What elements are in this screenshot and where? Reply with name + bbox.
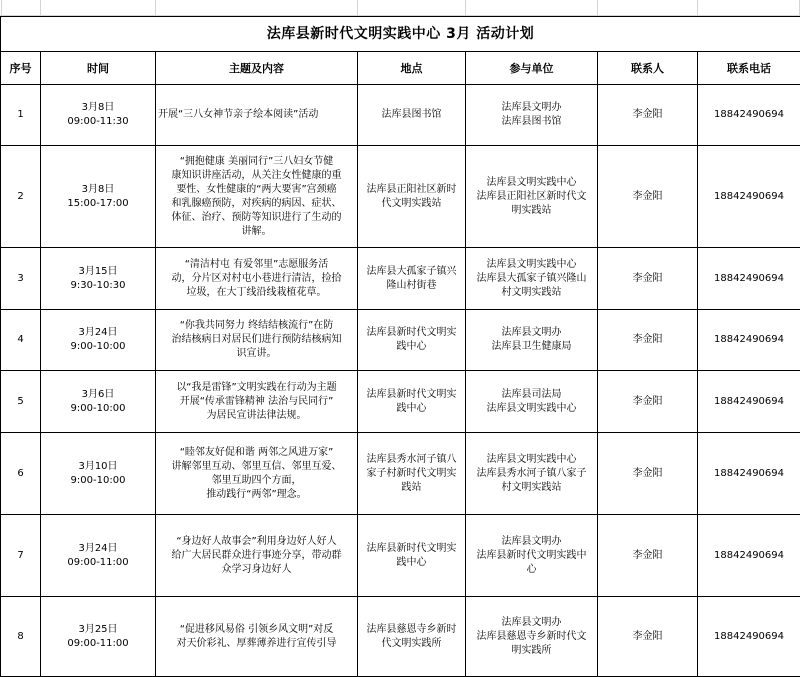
row-theme-line: 众学习身边好人 — [158, 563, 355, 577]
row-units — [466, 146, 598, 248]
row-theme-line: 讲解邻里互动、邻里互信、邻里互爱、 — [158, 460, 355, 474]
row-location — [358, 371, 466, 433]
row-time-range: 9:00-10:00 — [43, 474, 153, 488]
row-theme-line: 动，分片区对村屯小巷进行清洁，捡拾 — [158, 272, 355, 286]
row-theme — [156, 597, 358, 677]
row-theme-line: 邻里互助四个方面， — [158, 474, 355, 488]
row-phone: 18842490694 — [698, 433, 800, 515]
row-location-line: 法库县正阳社区新时 — [360, 183, 463, 197]
row-location-line: 法库县慈恩寺乡新时 — [360, 623, 463, 637]
header-row — [1, 52, 800, 85]
row-phone: 18842490694 — [698, 248, 800, 310]
row-units — [466, 433, 598, 515]
row-time-range: 9:00-10:00 — [43, 402, 153, 416]
row-location-line: 法库县秀水河子镇八 — [360, 453, 463, 467]
row-location-line: 践中心 — [360, 402, 463, 416]
row-units-line: 法库县文明实践中心 — [468, 176, 595, 190]
row-units-line: 村文明实践站 — [468, 286, 595, 300]
row-location-line: 践中心 — [360, 556, 463, 570]
row-units-line: 法库县新时代文明实践中 — [468, 549, 595, 563]
row-contact: 李金阳 — [598, 85, 698, 146]
row-theme-line: “清洁村屯 有爱邻里”志愿服务活 — [158, 258, 355, 272]
row-units-line: 法库县正阳社区新时代文 — [468, 190, 595, 204]
row-time — [41, 85, 156, 146]
row-time-range: 09:00-11:30 — [43, 115, 153, 129]
row-units-line: 法库县文明办 — [468, 101, 595, 115]
row-date: 3月24日 — [43, 542, 153, 556]
row-time-range: 9:00-10:00 — [43, 340, 153, 354]
row-theme-line: “你我共同努力 终结结核流行”在防 — [158, 319, 355, 333]
row-units-line: 法库县文明实践中心 — [468, 258, 595, 272]
row-contact: 李金阳 — [598, 433, 698, 515]
row-contact: 李金阳 — [598, 310, 698, 371]
header-location: 地点 — [358, 52, 466, 85]
row-location — [358, 248, 466, 310]
row-location — [358, 433, 466, 515]
row-location-line: 践站 — [360, 481, 463, 495]
row-theme-line: 为居民宣讲法律法规。 — [158, 409, 355, 423]
row-location — [358, 597, 466, 677]
row-theme — [156, 433, 358, 515]
row-phone: 18842490694 — [698, 85, 800, 146]
header-theme: 主题及内容 — [156, 52, 358, 85]
row-time — [41, 597, 156, 677]
row-index: 3 — [1, 248, 41, 310]
row-theme-line: 给广大居民群众进行事迹分享，带动群 — [158, 549, 355, 563]
row-index: 4 — [1, 310, 41, 371]
row-units-line: 法库县司法局 — [468, 388, 595, 402]
row-time-range: 09:00-11:00 — [43, 556, 153, 570]
row-units — [466, 371, 598, 433]
row-time-range: 09:00-11:00 — [43, 637, 153, 651]
row-units — [466, 597, 598, 677]
row-date: 3月25日 — [43, 623, 153, 637]
row-units-line: 法库县文明实践中心 — [468, 453, 595, 467]
row-units-line: 法库县文明办 — [468, 326, 595, 340]
row-theme-line: 和乳腺癌预防，对疾病的病因、症状、 — [158, 197, 355, 211]
row-location-line: 代文明实践所 — [360, 637, 463, 651]
row-units-line: 法库县文明实践中心 — [468, 402, 595, 416]
row-location-line: 代文明实践站 — [360, 197, 463, 211]
row-units-line: 法库县文明办 — [468, 535, 595, 549]
row-contact: 李金阳 — [598, 597, 698, 677]
table-row — [1, 146, 800, 248]
row-index: 7 — [1, 515, 41, 597]
row-time — [41, 515, 156, 597]
row-date: 3月24日 — [43, 326, 153, 340]
header-contact: 联系人 — [598, 52, 698, 85]
row-units-line: 法库县图书馆 — [468, 115, 595, 129]
row-location-line: 法库县新时代文明实 — [360, 326, 463, 340]
row-phone: 18842490694 — [698, 515, 800, 597]
row-date: 3月10日 — [43, 460, 153, 474]
row-date: 3月15日 — [43, 265, 153, 279]
row-phone: 18842490694 — [698, 597, 800, 677]
row-theme — [156, 310, 358, 371]
row-time — [41, 248, 156, 310]
row-units-line: 村文明实践站 — [468, 481, 595, 495]
row-units — [466, 310, 598, 371]
row-time — [41, 433, 156, 515]
row-location-line: 家子村新时代文明实 — [360, 467, 463, 481]
spreadsheet-top-gridlines — [0, 0, 800, 16]
row-theme-line: “身边好人故事会”利用身边好人好人 — [158, 535, 355, 549]
row-phone: 18842490694 — [698, 310, 800, 371]
row-theme-line: 以“我是雷锋”文明实践在行动为主题 — [158, 381, 355, 395]
row-location-line: 法库县新时代文明实 — [360, 542, 463, 556]
row-location — [358, 515, 466, 597]
row-theme-line: 推动践行“两邻”理念。 — [158, 488, 355, 502]
row-theme-line: 识宣讲。 — [158, 347, 355, 361]
row-contact: 李金阳 — [598, 371, 698, 433]
row-date: 3月8日 — [43, 183, 153, 197]
row-time — [41, 146, 156, 248]
row-theme-line: 垃圾，在大丁线沿线栽植花草。 — [158, 286, 355, 300]
row-theme — [156, 146, 358, 248]
header-units: 参与单位 — [466, 52, 598, 85]
row-units-line: 法库县秀水河子镇八家子 — [468, 467, 595, 481]
row-units-line: 法库县文明办 — [468, 616, 595, 630]
row-units-line: 心 — [468, 563, 595, 577]
row-location-line: 法库县图书馆 — [360, 108, 463, 122]
activity-plan-table — [0, 16, 800, 677]
row-location-line: 法库县新时代文明实 — [360, 388, 463, 402]
row-contact: 李金阳 — [598, 146, 698, 248]
row-theme-line: “拥抱健康 美丽同行”三八妇女节健 — [158, 155, 355, 169]
row-theme-line: “睦邻友好促和谐 两邻之风进万家” — [158, 446, 355, 460]
row-location-line: 法库县大孤家子镇兴 — [360, 265, 463, 279]
row-index: 1 — [1, 85, 41, 146]
header-phone: 联系电话 — [698, 52, 800, 85]
page-title: 法库县新时代文明实践中心 3月 活动计划 — [1, 17, 800, 52]
header-time: 时间 — [41, 52, 156, 85]
table-row — [1, 310, 800, 371]
row-theme-line: 开展“三八女神节亲子绘本阅读”活动 — [158, 108, 351, 122]
row-location-line: 践中心 — [360, 340, 463, 354]
row-units-line: 法库县卫生健康局 — [468, 340, 595, 354]
row-phone: 18842490694 — [698, 371, 800, 433]
row-date: 3月6日 — [43, 388, 153, 402]
row-theme — [156, 248, 358, 310]
row-theme-line: 体征、治疗、预防等知识进行了生动的 — [158, 211, 355, 225]
row-theme — [156, 515, 358, 597]
row-location — [358, 146, 466, 248]
row-units — [466, 248, 598, 310]
row-index: 8 — [1, 597, 41, 677]
row-date: 3月8日 — [43, 101, 153, 115]
table-row — [1, 433, 800, 515]
table-row — [1, 248, 800, 310]
row-units — [466, 515, 598, 597]
table-row — [1, 597, 800, 677]
row-theme-line: 治结核病日对居民们进行预防结核病知 — [158, 333, 355, 347]
row-units-line: 法库县慈恩寺乡新时代文 — [468, 630, 595, 644]
row-units-line: 明实践站 — [468, 204, 595, 218]
row-index: 6 — [1, 433, 41, 515]
row-contact: 李金阳 — [598, 515, 698, 597]
row-units-line: 明实践所 — [468, 644, 595, 658]
row-units — [466, 85, 598, 146]
row-contact: 李金阳 — [598, 248, 698, 310]
row-location-line: 隆山村街巷 — [360, 279, 463, 293]
row-index: 5 — [1, 371, 41, 433]
row-theme — [156, 85, 358, 146]
row-location — [358, 310, 466, 371]
row-theme-line: “促进移风易俗 引领乡风文明”对反 — [158, 623, 355, 637]
row-theme-line: 要性、女性健康的“两大要害”宫颈癌 — [158, 183, 355, 197]
row-index: 2 — [1, 146, 41, 248]
table-row — [1, 515, 800, 597]
row-time-range: 15:00-17:00 — [43, 197, 153, 211]
row-location — [358, 85, 466, 146]
row-time — [41, 371, 156, 433]
row-theme-line: 讲解。 — [158, 225, 355, 239]
row-time-range: 9:30-10:30 — [43, 279, 153, 293]
row-theme — [156, 371, 358, 433]
row-theme-line: 康知识讲座活动，从关注女性健康的重 — [158, 169, 355, 183]
header-index: 序号 — [1, 52, 41, 85]
row-theme-line: 开展“传承雷锋精神 法治与民同行” — [158, 395, 355, 409]
table-row — [1, 85, 800, 146]
row-phone: 18842490694 — [698, 146, 800, 248]
row-time — [41, 310, 156, 371]
table-row — [1, 371, 800, 433]
row-units-line: 法库县大孤家子镇兴隆山 — [468, 272, 595, 286]
row-theme-line: 对天价彩礼、厚葬薄养进行宣传引导 — [158, 637, 355, 651]
